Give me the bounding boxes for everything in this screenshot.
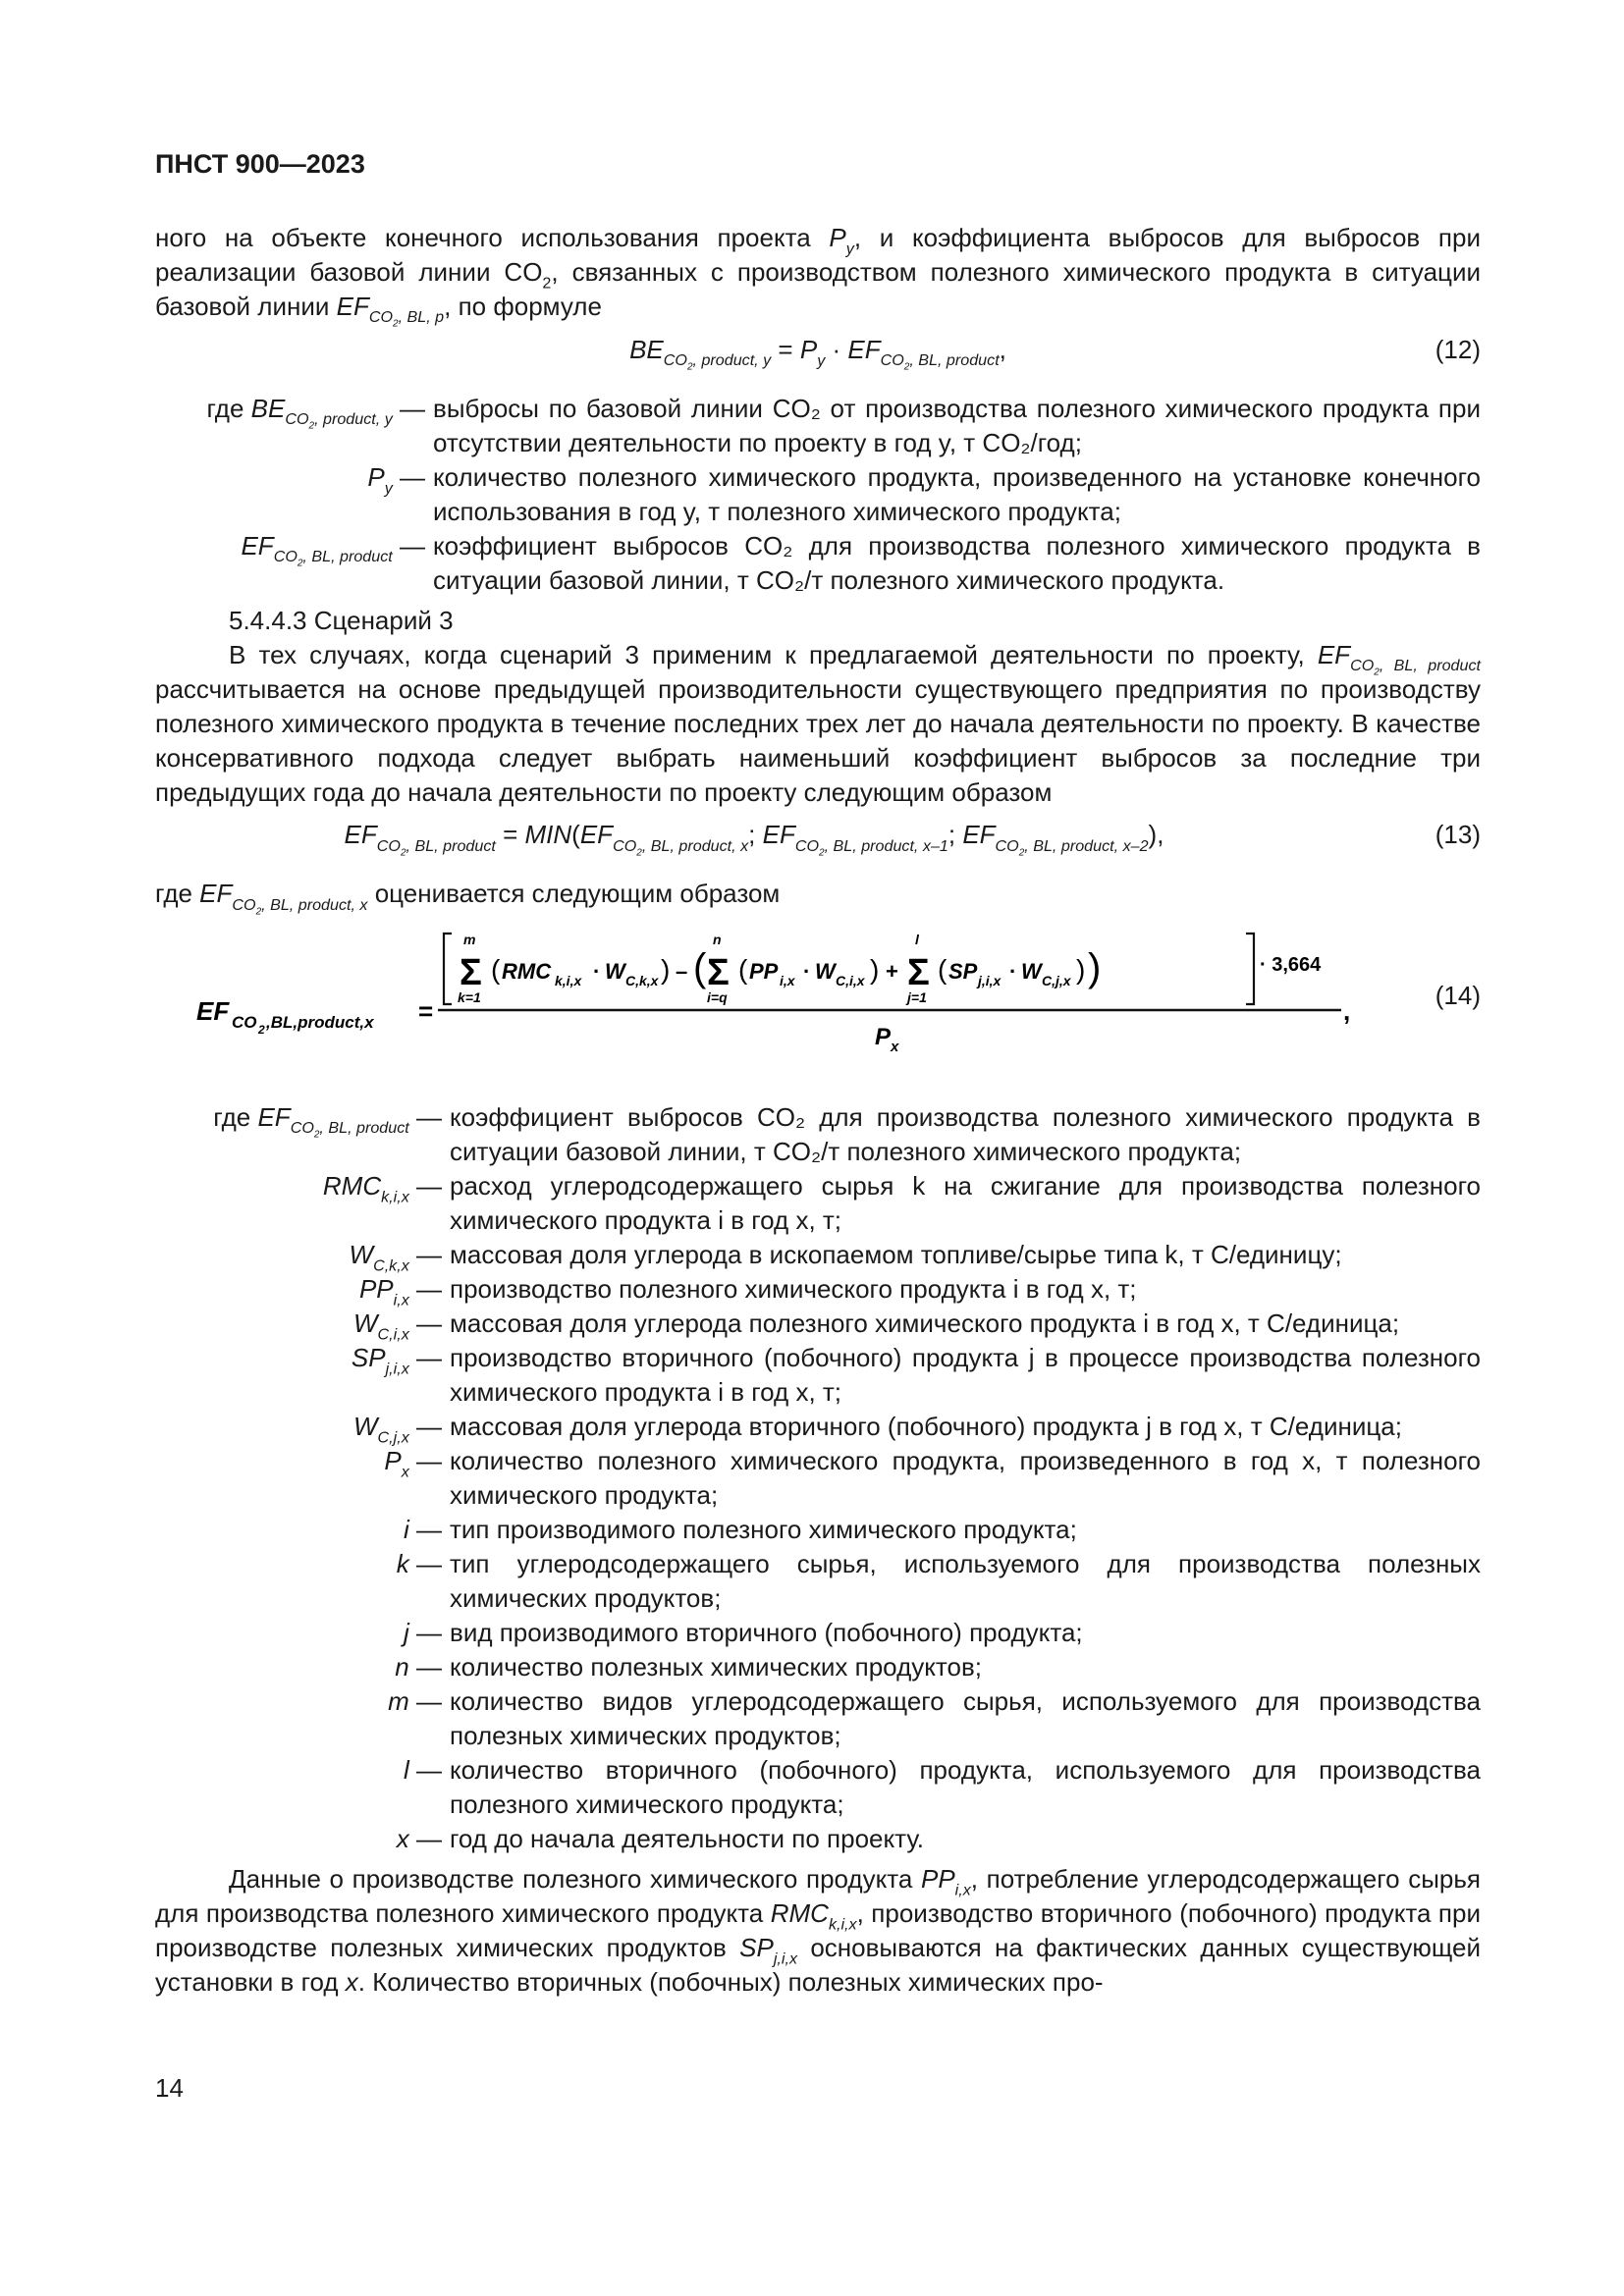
- svg-text:k,i,x: k,i,x: [555, 973, 582, 989]
- definition-item: $P_x$ — количество полезного химического продукта, произведенного в год x, т полезного химического продукта;: [384, 1446, 1481, 1511]
- formula-14-graphic: [155, 922, 1353, 1089]
- svg-text:j=1: j=1: [907, 989, 927, 1006]
- svg-text:): ): [661, 954, 671, 986]
- svg-text:P: P: [875, 1024, 892, 1051]
- formula-13: $EF_{CO_2, BL, product} = MIN(EF_{CO_2, BL, product, x}$; $EF_{CO_2, BL, product, x-1}$; $EF_{CO_2, BL, product, x-2}$), (13): [344, 820, 1481, 859]
- svg-text:Σ: Σ: [707, 952, 730, 994]
- svg-text:,: ,: [1343, 996, 1351, 1027]
- definition-item: i — тип производимого полезного химического продукта;: [403, 1515, 1077, 1545]
- intro-paragraph: ного на объекте конечного использования проекта $P_y$, и коэффициента выбросов для выбросов при реализации базовой линии $CO_2$, связанных с производством полезного химического продукта в ситуации базовой линии $EF_{CO_2, BL, p}$, по формуле: [155, 223, 1481, 330]
- section-heading: 5.4.4.3 Сценарий 3: [229, 605, 454, 635]
- svg-text:i=q: i=q: [707, 989, 728, 1006]
- svg-text:·: ·: [1009, 959, 1017, 985]
- page-number: 14: [155, 2073, 184, 2103]
- where-line: где $EF_{CO_2, BL, product, x}$ оценивается следующим образом: [155, 879, 781, 918]
- definition-item: $PP_{i,x}$ — производство полезного химического продукта i в год x, т;: [358, 1274, 1137, 1309]
- svg-text:Σ: Σ: [907, 952, 930, 994]
- svg-text:(: (: [938, 954, 947, 986]
- formula-14: [155, 922, 1481, 1089]
- definition-item: $RMC_{k,i,x}$ — расход углеродсодержащего сырья k на сжигание для производства полезного химического продукта i в год x, т;: [322, 1171, 1481, 1236]
- svg-text:n: n: [713, 932, 722, 948]
- svg-text:W: W: [1021, 959, 1042, 985]
- svg-text:=: =: [418, 996, 434, 1027]
- svg-text:·: ·: [803, 959, 811, 985]
- svg-text:(: (: [738, 954, 748, 986]
- svg-text:(: (: [693, 946, 707, 990]
- definition-item: l — количество вторичного (побочного) продукта, используемого для производства полезного химического продукта;: [403, 1755, 1481, 1820]
- svg-text:W: W: [605, 959, 625, 985]
- scenario-paragraph: В тех случаях, когда сценарий 3 применим к предлагаемой деятельности по проекту, $EF_{CO_2, BL, product}$ рассчитывается на основе предыдущей производительности существующего предприятия по производству полезного химического продукта в течение последних трех лет до начала деятельности по проекту. В качестве консервативного подхода следует выбрать наименьший коэффициент выбросов за последние три предыдущих года до начала деятельности по проекту следующим образом: [155, 639, 1481, 808]
- definition-item: $W_{C,i,x}$ — массовая доля углерода полезного химического продукта i в год x, т C/единица;: [352, 1308, 1400, 1344]
- svg-text:j,i,x: j,i,x: [978, 973, 1001, 989]
- svg-text:): ): [870, 954, 880, 986]
- definition-item: $W_{C,j,x}$ — массовая доля углерода вторичного (побочного) продукта j в год x, т C/единица;: [352, 1412, 1402, 1447]
- definition-item: x — год до начала деятельности по проекту.: [396, 1824, 924, 1854]
- svg-text:,BL,product,x: ,BL,product,x: [266, 1013, 374, 1033]
- formula-12: $BE_{CO_2, product, y} = P_y \cdot EF_{CO_2, BL, product}$, (12): [629, 334, 1481, 373]
- svg-text:·: ·: [593, 959, 601, 985]
- definition-item: где $BE_{CO_2, product, y}$ — выбросы по базовой линии CO₂ от производства полезного химического продукта при отсутствии деятельности по проекту в год y, т CO₂/год;: [206, 393, 1481, 457]
- svg-text:C,k,x: C,k,x: [625, 973, 659, 989]
- svg-text:x: x: [891, 1039, 899, 1056]
- svg-text:RMC: RMC: [502, 959, 552, 985]
- formula-number: (13): [1435, 820, 1481, 850]
- svg-text:k=1: k=1: [458, 989, 481, 1006]
- definition-item: $W_{C,k,x}$ — массовая доля углерода в ископаемом топливе/сырье типа k, т C/единицу;: [349, 1240, 1342, 1275]
- standard-header: ПНСТ 900—2023: [155, 149, 365, 179]
- svg-text:Σ: Σ: [460, 952, 482, 994]
- svg-text:m: m: [463, 932, 476, 948]
- definition-item: $P_y$ — количество полезного химического продукта, произведенного на установке конечного использования в год y, т полезного химического продукта;: [367, 461, 1481, 526]
- closing-paragraph: Данные о производстве полезного химического продукта $PP_{i,x}$, потребление углеродсодержащего сырья для производства полезного химического продукта $RMC_{k,i,x}$, производство вторичного (побочного) продукта при производстве полезных химических продуктов $SP_{j,i,x}$ основываются на фактических данных существующей установки в год x. Количество вторичных (побочных) полезных химических про-: [155, 1864, 1481, 1998]
- svg-text:PP: PP: [749, 959, 779, 985]
- definition-item: где $EF_{CO_2, BL, product}$ — коэффициент выбросов CO₂ для производства полезного химического продукта в ситуации базовой линии, т CO₂/т полезного химического продукта;: [213, 1102, 1481, 1167]
- definition-item: $EF_{CO_2, BL, product}$ — коэффициент выбросов CO₂ для производства полезного химического продукта в ситуации базовой линии, т CO₂/т полезного химического продукта.: [241, 530, 1481, 595]
- svg-text:SP: SP: [948, 959, 978, 985]
- svg-text:CO: CO: [232, 1013, 257, 1033]
- svg-text:): ): [1076, 954, 1086, 986]
- svg-text:l: l: [915, 932, 919, 948]
- svg-text:C,j,x: C,j,x: [1042, 973, 1071, 989]
- svg-text:+: +: [886, 959, 898, 985]
- svg-text:–: –: [676, 959, 688, 985]
- svg-text:C,i,x: C,i,x: [836, 973, 865, 989]
- definition-item: j — вид производимого вторичного (побочного) продукта;: [403, 1618, 1083, 1648]
- svg-text:2: 2: [258, 1023, 265, 1038]
- definition-item: n — количество полезных химических продуктов;: [395, 1652, 983, 1682]
- factor-text: · 3,664: [1260, 954, 1322, 977]
- svg-text:i,x: i,x: [780, 973, 795, 989]
- svg-text:(: (: [491, 954, 501, 986]
- svg-text:EF: EF: [196, 996, 230, 1027]
- definition-item: $SP_{j,i,x}$ — производство вторичного (побочного) продукта j в процессе производства полезного химического продукта i в год x, т;: [351, 1343, 1481, 1408]
- svg-text:W: W: [815, 959, 836, 985]
- formula-number: (12): [1435, 334, 1481, 364]
- definitions-14: [155, 1100, 1481, 1856]
- definition-item: k — тип углеродсодержащего сырья, используемого для производства полезных химических продуктов;: [396, 1549, 1481, 1614]
- svg-text:): ): [1088, 946, 1102, 990]
- document-page: [155, 147, 1481, 2000]
- formula-number: (14): [1435, 981, 1481, 1011]
- definitions-12: [155, 392, 1481, 598]
- definition-item: m — количество видов углеродсодержащего сырья, используемого для производства полезных химических продуктов;: [388, 1686, 1481, 1751]
